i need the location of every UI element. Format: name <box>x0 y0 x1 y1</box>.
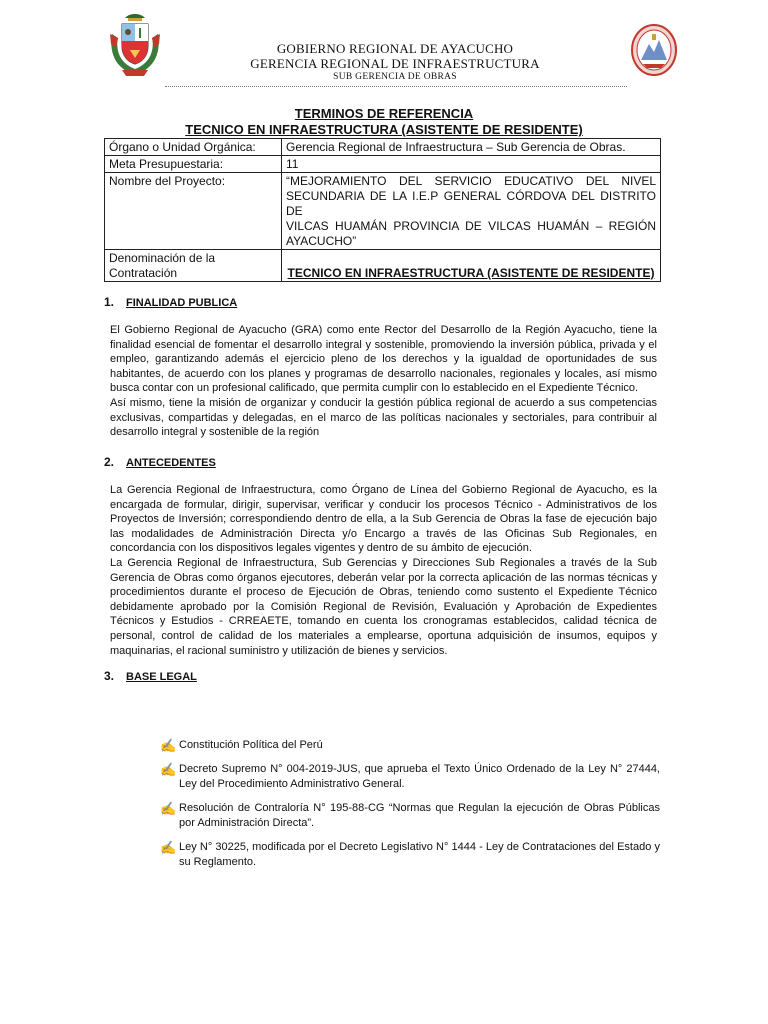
project-name-line: SECUNDARIA DE LA I.E.P GENERAL CÓRDOVA DEL DISTRITO DE <box>286 189 656 218</box>
table-row <box>105 139 661 156</box>
section-body-antecedentes <box>110 483 657 658</box>
list-item-text: Constitución Política del Perú <box>179 739 323 751</box>
ayacucho-region-seal-icon <box>631 24 677 76</box>
list-item <box>160 762 660 792</box>
section-heading-base-legal <box>104 669 197 683</box>
paragraph: La Gerencia Regional de Infraestructura, Sub Gerencias y Direcciones Sub Regionales a través de la Sub Gerencia de Obras como órganos ejecutores, deberán velar por la correcta aplicación de las normas técnicas y procedimientos durante el proceso de Ejecución de Obras, teniendo como sustento el Expediente Técnico debidamente aprobado por la Comisión Regional de Revisión, Evaluación y Aprobación de Expedientes Técnicos y Estudios - CRREAETE, tomando en cuenta los cronogramas establecidos, calidad técnica de personal, control de calidad de los materiales a emplearse, oportuna adquisición de insumos, equipos y maquinarias, el racional suministro y utilización de bienes y servicios. <box>110 556 657 657</box>
paragraph: Así mismo, tiene la misión de organizar y conducir la gestión pública regional de acuerdo a sus competencias exclusivas, compartidas y delegadas, en el marco de las políticas nacionales y sectoriales, para contribuir al desarrollo integral y sostenible de la región <box>110 396 657 439</box>
metadata-table <box>104 138 661 282</box>
project-name-cell <box>282 173 661 250</box>
project-name-line: “MEJORAMIENTO DEL SERVICIO EDUCATIVO DEL NIVEL <box>286 174 656 188</box>
section-body-finalidad <box>110 323 657 440</box>
writing-hand-icon: ✍ <box>160 762 177 777</box>
table-value: 11 <box>282 156 661 173</box>
table-row <box>105 173 661 250</box>
table-label: Meta Presupuestaria: <box>105 156 282 173</box>
header-line-3: SUB GERENCIA DE OBRAS <box>333 72 457 82</box>
section-title: ANTECEDENTES <box>126 457 216 469</box>
section-title: FINALIDAD PUBLICA <box>126 297 238 309</box>
project-name-line: AYACUCHO” <box>286 234 357 248</box>
writing-hand-icon: ✍ <box>160 801 177 816</box>
table-label-line: Denominación de la <box>109 251 216 265</box>
paragraph: La Gerencia Regional de Infraestructura, como Órgano de Línea del Gobierno Regional de Ayacucho, es la encargada de formular, dirigir, supervisar, verificar y conducir los procesos Técnico - Administrativos de los Proyectos de Inversión; correspondiendo dentro de ella, a la Sub Gerencia de Obras la fase de ejecución bajo las modalidades de Administración Directa y/o Encargo a través de las Oficinas Sub Regionales, en concordancia con los dispositivos legales vigentes y dentro de su ámbito de ejecución. <box>110 484 657 555</box>
writing-hand-icon: ✍ <box>160 738 177 753</box>
header-line-1: GOBIERNO REGIONAL DE AYACUCHO <box>276 41 514 56</box>
writing-hand-icon: ✍ <box>160 840 177 855</box>
section-number: 2. <box>104 455 115 469</box>
table-row <box>105 250 661 282</box>
list-item-text: Resolución de Contraloría N° 195-88-CG “Normas que Regulan la ejecución de Obras Públicas por Administración Directa”. <box>179 802 660 829</box>
section-heading-antecedentes <box>104 455 216 469</box>
table-row <box>105 156 661 173</box>
peru-coat-of-arms-icon <box>108 12 162 78</box>
contract-title: TECNICO EN INFRAESTRUCTURA (ASISTENTE DE RESIDENTE) <box>287 266 655 280</box>
section-number: 1. <box>104 295 115 309</box>
document-title: TERMINOS DE REFERENCIA <box>294 106 474 121</box>
section-heading-finalidad <box>104 295 237 309</box>
list-item-text: Ley N° 30225, modificada por el Decreto Legislativo N° 1444 - Ley de Contrataciones del Estado y su Reglamento. <box>179 841 660 868</box>
legal-basis-list <box>160 738 660 879</box>
header-divider <box>165 86 627 87</box>
section-title: BASE LEGAL <box>126 671 197 683</box>
list-item-text: Decreto Supremo N° 004-2019-JUS, que aprueba el Texto Único Ordenado de la Ley N° 27444, Ley del Procedimiento Administrativo General. <box>179 763 660 790</box>
paragraph: El Gobierno Regional de Ayacucho (GRA) como ente Rector del Desarrollo de la Región Ayacucho, tiene la finalidad esencial de fomentar el desarrollo integral y sostenible, promoviendo la inversión pública, privada y el empleo, garantizando además el ejercicio pleno de los derechos y la igualdad de oportunidades de sus habitantes, de acuerdo con los planes y programas de desarrollo nacionales, regionales y locales, así mismo busca contar con un profesional calificado, que permita cumplir con lo establecido en el Expediente Técnico. <box>110 324 657 395</box>
document-subtitle: TECNICO EN INFRAESTRUCTURA (ASISTENTE DE RESIDENTE) <box>185 122 583 137</box>
table-label: Nombre del Proyecto: <box>105 173 282 250</box>
list-item <box>160 840 660 870</box>
list-item <box>160 801 660 831</box>
section-number: 3. <box>104 669 115 683</box>
table-value <box>282 250 661 282</box>
list-item <box>160 738 660 753</box>
letterhead <box>0 0 768 100</box>
table-label <box>105 250 282 282</box>
header-line-2: GERENCIA REGIONAL DE INFRAESTRUCTURA <box>250 56 540 71</box>
table-label-line: Contratación <box>109 266 178 280</box>
table-label: Órgano o Unidad Orgánica: <box>105 139 282 156</box>
project-name-line: VILCAS HUAMÁN PROVINCIA DE VILCAS HUAMÁN – REGIÓN <box>286 219 656 233</box>
table-value: Gerencia Regional de Infraestructura – Sub Gerencia de Obras. <box>282 139 661 156</box>
